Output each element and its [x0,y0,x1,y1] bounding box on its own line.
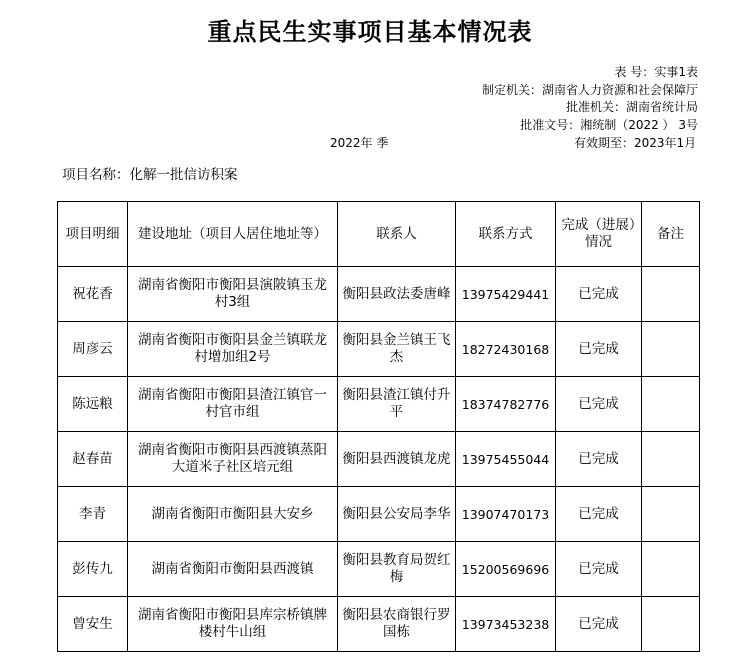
form-metadata [482,64,698,134]
cell-address: 湖南省衡阳市衡阳县西渡镇蒸阳大道米子社区培元组 [128,432,338,487]
table-header-row [58,202,700,267]
table-row [58,267,700,322]
approving-agency: 批准机关：湖南省统计局 [565,100,698,114]
cell-name: 彭传九 [58,542,128,597]
cell-status: 已完成 [556,377,642,432]
cell-name: 赵春苗 [58,432,128,487]
cell-address: 湖南省衡阳市衡阳县渣江镇官一村官市组 [128,377,338,432]
cell-name: 李青 [58,487,128,542]
cell-address: 湖南省衡阳市衡阳县库宗桥镇牌楼村牛山组 [128,597,338,652]
cell-name: 曾安生 [58,597,128,652]
cell-address: 湖南省衡阳市衡阳县大安乡 [128,487,338,542]
table-number: 表 号：实事1表 [614,65,698,79]
report-period: 2022年 季 [330,136,389,150]
cell-status: 已完成 [556,432,642,487]
cell-phone: 18272430168 [456,322,556,377]
header-cell-address: 建设地址（项目人居住地址等） [128,202,338,267]
header-cell-note: 备注 [642,202,700,267]
project-table [57,201,700,652]
cell-name: 周彦云 [58,322,128,377]
page-title: 重点民生实事项目基本情况表 [207,18,533,46]
header-cell-status: 完成（进展）情况 [556,202,642,267]
expiry-date: 有效期至：2023年1月 [574,136,697,150]
cell-contact: 衡阳县政法委唐峰 [338,267,456,322]
cell-name: 陈远粮 [58,377,128,432]
cell-phone: 13907470173 [456,487,556,542]
cell-note [642,542,700,597]
table-row [58,487,700,542]
cell-contact: 衡阳县农商银行罗国栋 [338,597,456,652]
cell-status: 已完成 [556,542,642,597]
table-row [58,542,700,597]
cell-contact: 衡阳县渣江镇付升平 [338,377,456,432]
cell-contact: 衡阳县教育局贺红梅 [338,542,456,597]
cell-status: 已完成 [556,597,642,652]
cell-phone: 15200569696 [456,542,556,597]
cell-status: 已完成 [556,487,642,542]
cell-note [642,597,700,652]
cell-phone: 13975429441 [456,267,556,322]
cell-status: 已完成 [556,267,642,322]
header-cell-contact: 联系人 [338,202,456,267]
approval-number: 批准文号：湘统制（2022 ） 3号 [520,117,698,132]
cell-note [642,487,700,542]
table-row [58,377,700,432]
cell-contact: 衡阳县西渡镇龙虎 [338,432,456,487]
header-cell-phone: 联系方式 [456,202,556,267]
project-name: 项目名称：化解一批信访积案 [62,167,238,183]
cell-address: 湖南省衡阳市衡阳县演陂镇玉龙村3组 [128,267,338,322]
cell-phone: 18374782776 [456,377,556,432]
header-cell-detail: 项目明细 [58,202,128,267]
cell-note [642,432,700,487]
table-row [58,322,700,377]
table-row [58,597,700,652]
cell-address: 湖南省衡阳市衡阳县西渡镇 [128,542,338,597]
cell-note [642,322,700,377]
cell-note [642,267,700,322]
cell-status: 已完成 [556,322,642,377]
cell-contact: 衡阳县金兰镇王飞杰 [338,322,456,377]
cell-name: 祝花香 [58,267,128,322]
table-row [58,432,700,487]
issuing-agency: 制定机关：湖南省人力资源和社会保障厅 [481,82,698,97]
cell-contact: 衡阳县公安局李华 [338,487,456,542]
cell-phone: 13975455044 [456,432,556,487]
cell-address: 湖南省衡阳市衡阳县金兰镇联龙村增加组2号 [128,322,338,377]
cell-note [642,377,700,432]
cell-phone: 13973453238 [456,597,556,652]
